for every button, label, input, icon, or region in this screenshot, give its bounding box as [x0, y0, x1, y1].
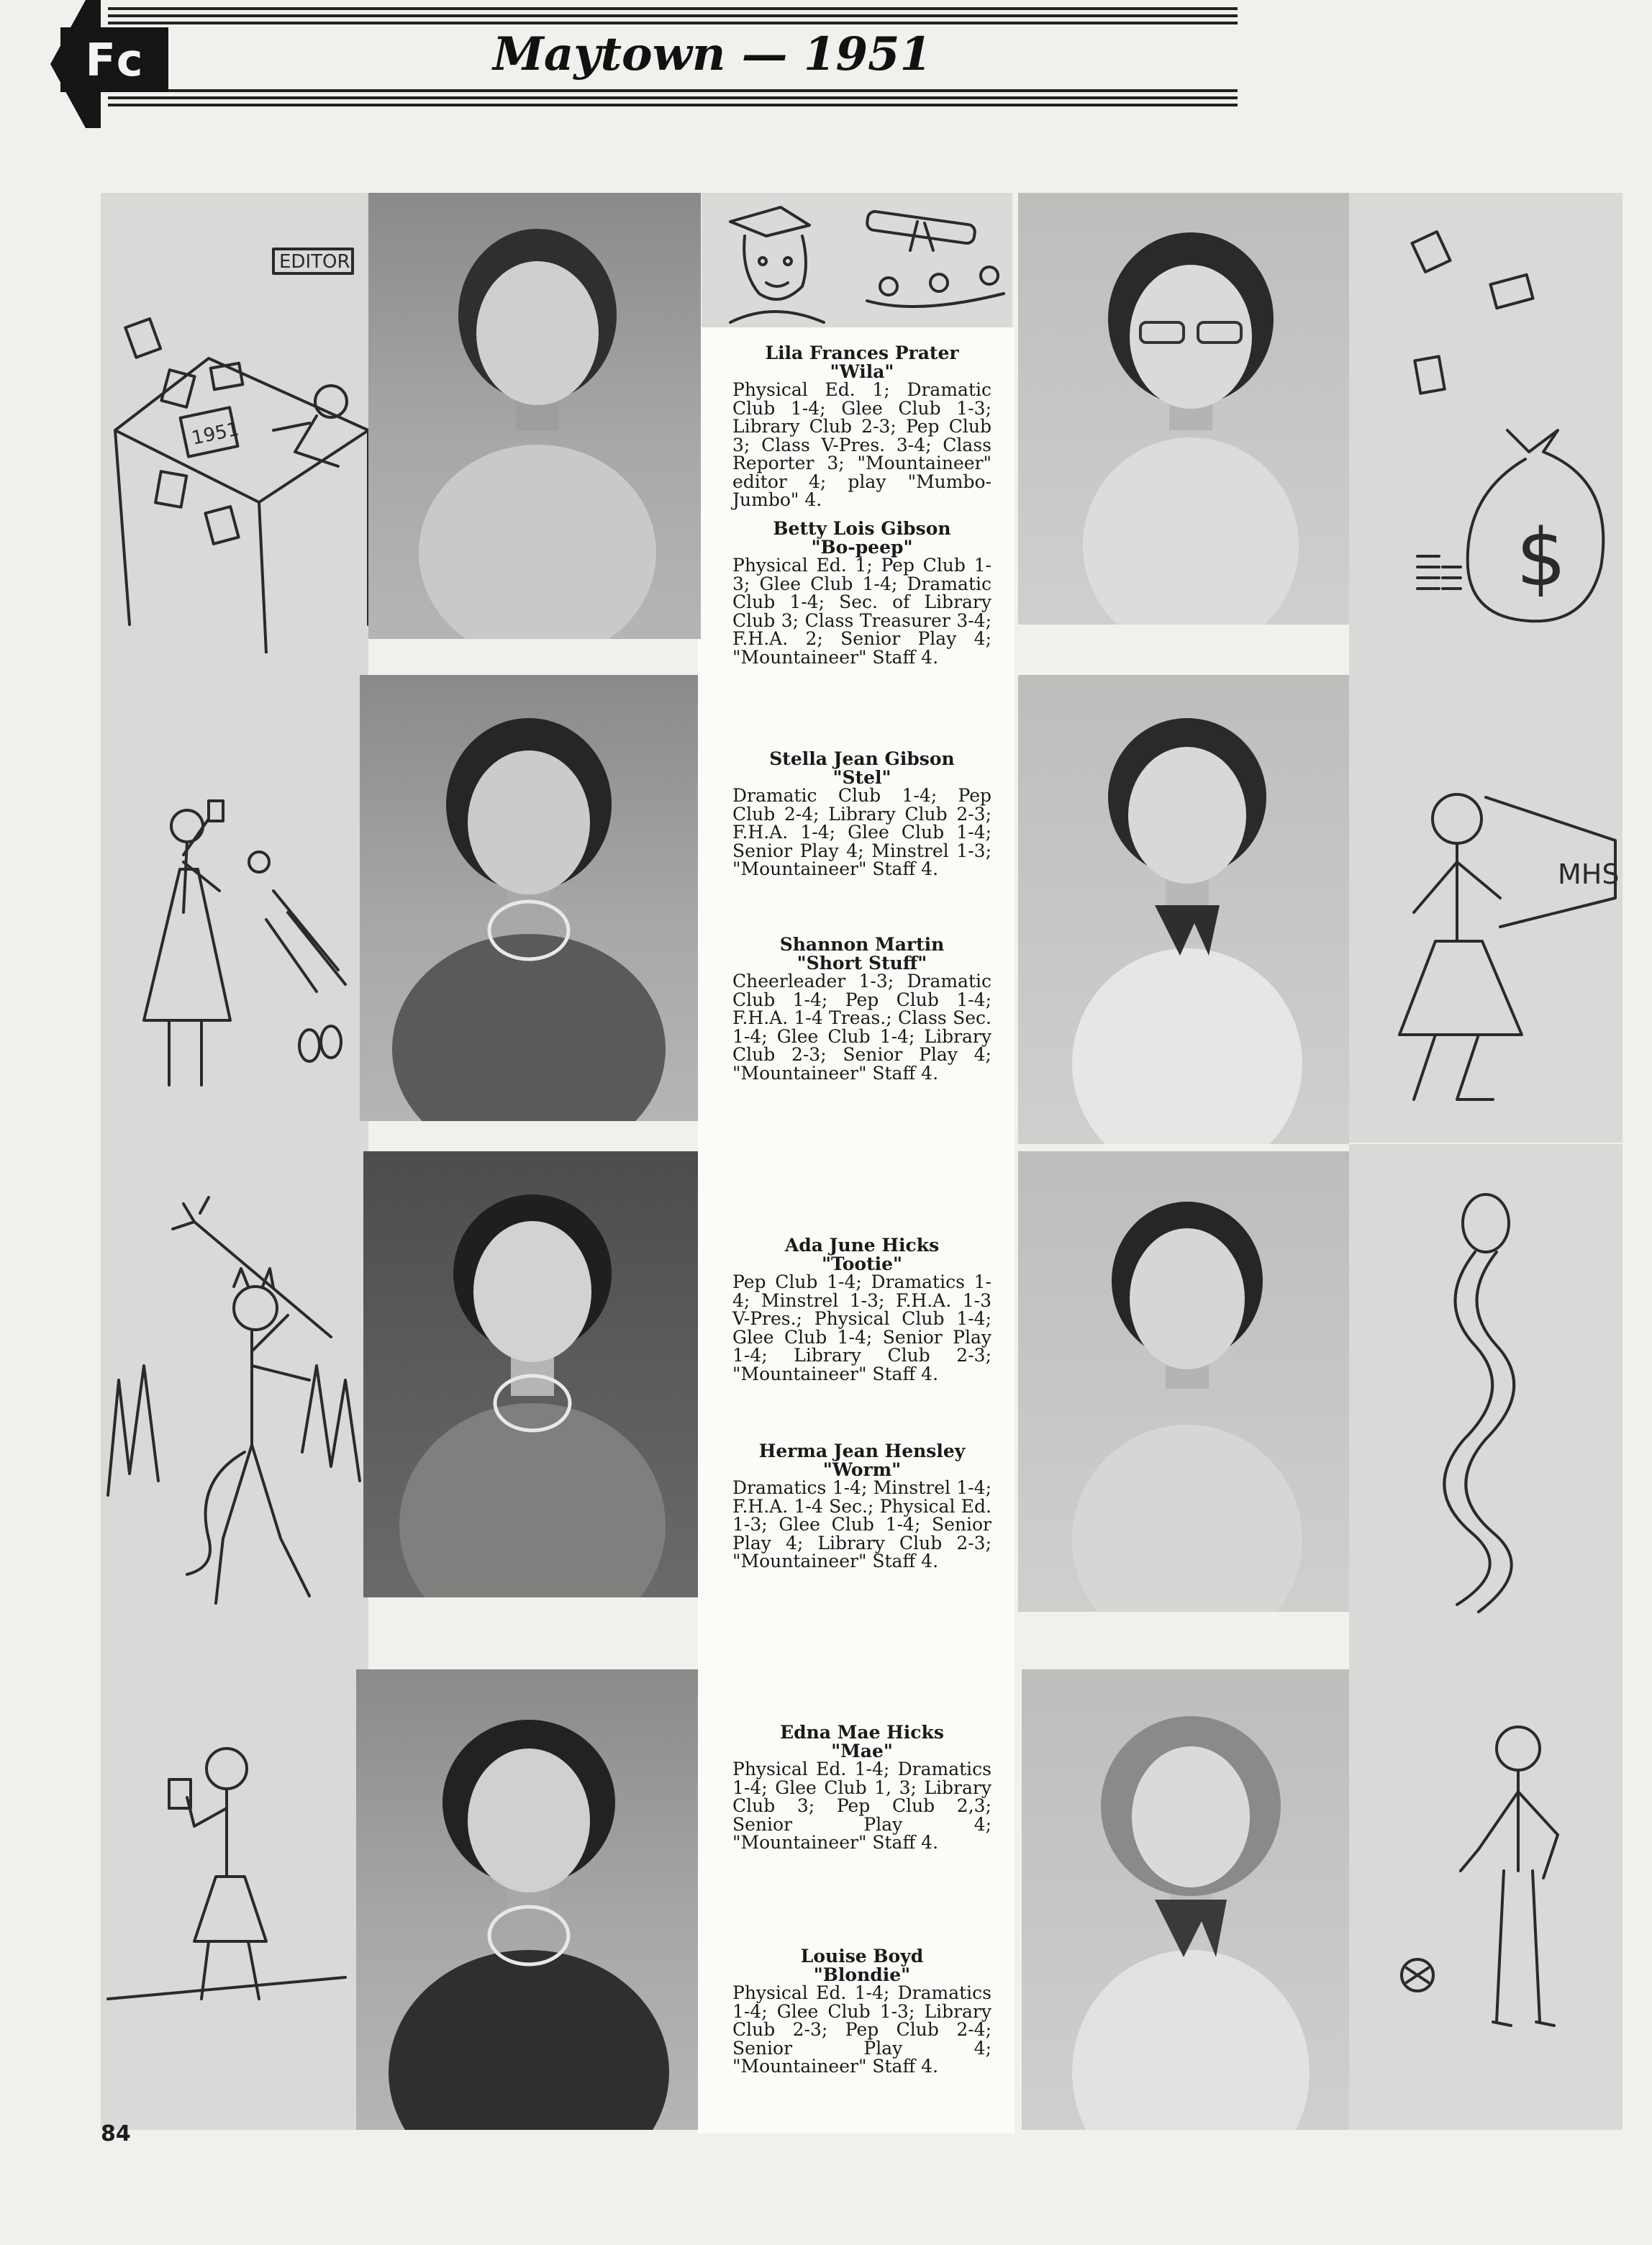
bag-symbol-text: $ [1516, 512, 1566, 604]
student-name: Shannon Martin [779, 934, 945, 955]
student-nickname: "Short Stuff" [796, 952, 927, 974]
student-activities: Physical Ed. 1; Pep Club 1-3; Glee Club 1-4; Dramatic Club 1-4; Sec. of Library Club 3; Class Treasurer 3-4; F.H.A. 2; Senior Play 4; "Mountaineer" Staff 4. [732, 555, 991, 668]
bio-herma-hensley [732, 1442, 991, 1571]
student-nickname: "Tootie" [821, 1253, 903, 1274]
bio-louise-boyd [732, 1947, 991, 2076]
student-name: Edna Mae Hicks [780, 1722, 944, 1743]
header-rule-bottom-2 [108, 96, 1238, 99]
bio-betty-gibson [732, 520, 991, 666]
bio-shannon-martin [732, 935, 991, 1082]
student-name: Herma Jean Hensley [758, 1441, 966, 1461]
person-icon [360, 675, 698, 1121]
page-number: 84 [101, 2121, 131, 2146]
person-icon [368, 193, 701, 639]
header-rule-top-2 [108, 14, 1238, 17]
banner-text: MHS [1558, 858, 1620, 890]
bio-lila-prater [732, 344, 991, 509]
person-icon [1018, 1151, 1349, 1612]
graduate-diploma-icon [702, 193, 1012, 327]
person-icon [1018, 675, 1349, 1144]
student-nickname: "Bo-peep" [811, 536, 913, 558]
person-icon [363, 1151, 698, 1597]
bio-stella-gibson [732, 750, 991, 879]
header-rule-top-1 [108, 7, 1238, 10]
bio-ada-hicks [732, 1236, 991, 1383]
student-activities: Cheerleader 1-3; Dramatic Club 1-4; Pep Club 1-4; F.H.A. 1-4 Treas.; Class Sec. 1-4; Glee Club 1-4; Library Club 2-3; Senior Play 4; "Mountaineer" Staff 4. [732, 971, 991, 1084]
portrait-photo-stella-gibson [360, 675, 698, 1121]
student-name: Stella Jean Gibson [769, 748, 955, 769]
student-nickname: "Mae" [831, 1740, 893, 1761]
student-name: Lila Frances Prater [765, 343, 959, 363]
student-nickname: "Stel" [832, 766, 891, 788]
section-badge: Fc [60, 27, 168, 92]
student-name: Ada June Hicks [784, 1235, 940, 1256]
cheerleader-drawing-panel [1349, 653, 1622, 1143]
portrait-photo-betty-gibson [1018, 193, 1349, 625]
person-icon [1018, 193, 1349, 625]
student-nickname: "Wila" [830, 360, 894, 382]
money-drawing-panel [1349, 193, 1622, 653]
student-activities: Dramatic Club 1-4; Pep Club 2-4; Library Club 2-3; F.H.A. 1-4; Glee Club 1-4; Senior Play 4; Minstrel 1-3; "Mountaineer" Staff 4. [732, 785, 991, 879]
editor-drawing-panel [101, 193, 368, 653]
bio-edna-hicks [732, 1723, 991, 1852]
graduate-drawing-panel [702, 193, 1012, 327]
student-name: Louise Boyd [800, 1946, 924, 1967]
portrait-photo-louise-boyd [1022, 1669, 1349, 2130]
portrait-photo-herma-hensley [1018, 1151, 1349, 1612]
student-activities: Physical Ed. 1-4; Dramatics 1-4; Glee Club 1, 3; Library Club 3; Pep Club 2,3; Senior Play 4; "Mountaineer" Staff 4. [732, 1759, 991, 1853]
page-title: Maytown — 1951 [492, 27, 932, 81]
header-rule-bottom-3 [108, 104, 1238, 106]
student-activities: Dramatics 1-4; Minstrel 1-4; F.H.A. 1-4 Sec.; Physical Ed. 1-3; Glee Club 1-4; Senior Play 4; Library Club 2-3; "Mountaineer" Staff 4. [732, 1477, 991, 1572]
person-icon [1022, 1669, 1349, 2130]
portrait-photo-shannon-martin [1018, 675, 1349, 1144]
editor-sign-text: EDITOR [279, 251, 350, 273]
devil-drawing-panel [101, 1135, 368, 1639]
student-name: Betty Lois Gibson [773, 518, 951, 539]
reader-drawing-panel [101, 1639, 368, 2130]
worm-drawing-panel [1349, 1144, 1622, 1648]
portrait-photo-lila-prater [368, 193, 701, 639]
portrait-photo-ada-hicks [363, 1151, 698, 1597]
student-nickname: "Blondie" [813, 1964, 911, 1985]
student-activities: Physical Ed. 1; Dramatic Club 1-4; Glee Club 1-3; Library Club 2-3; Pep Club 3; Class V-Pres. 3-4; Class Reporter 3; "Mountaineer" editor 4; play "Mumbo-Jumbo" 4. [732, 379, 991, 510]
student-activities: Pep Club 1-4; Dramatics 1-4; Minstrel 1-3; F.H.A. 1-3 V-Pres.; Physical Club 1-4; Glee Club 1-4; Senior Play 1-4; Library Club 2-3; "Mountaineer" Staff 4. [732, 1271, 991, 1384]
basketball-drawing-panel [1349, 1648, 1622, 2130]
portrait-photo-edna-hicks [356, 1669, 698, 2130]
student-nickname: "Worm" [822, 1459, 902, 1480]
person-icon [356, 1669, 698, 2130]
book-label-text: 1951 [189, 418, 241, 450]
student-activities: Physical Ed. 1-4; Dramatics 1-4; Glee Club 1-3; Library Club 2-3; Pep Club 2-4; Senior Play 4; "Mountaineer" Staff 4. [732, 1982, 991, 2077]
tennis-drawing-panel [101, 653, 368, 1135]
